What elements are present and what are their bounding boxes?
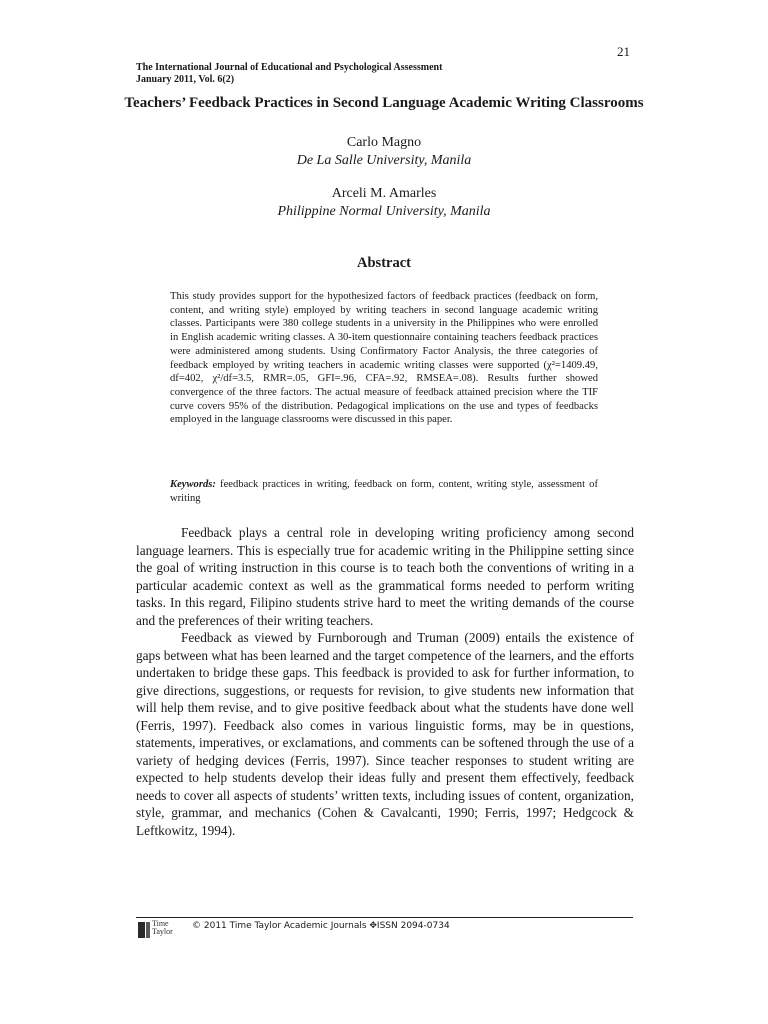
logo-bar (138, 922, 145, 938)
keywords-text: feedback practices in writing, feedback on form, content, writing style, assessment of writing (170, 479, 598, 504)
journal-header (136, 62, 442, 86)
logo-text (152, 920, 173, 936)
publisher-logo (138, 920, 186, 938)
body-paragraph: Feedback plays a central role in developing writing proficiency among second language learners. This is especially true for academic writing in the Philippine setting since the goal of writing instruction in this course is to teach both the conventions of writing in a particular academic context as well as the grammatical forms needed to perform writing tasks. In this regard, Filipino students strive hard to meet the writing demands of the course and the preferences of their writing teachers. (136, 525, 634, 628)
author-affiliation: De La Salle University, Manila (296, 153, 472, 168)
keywords (170, 478, 598, 506)
journal-name: The International Journal of Educational and Psychological Assessment (136, 62, 443, 73)
author-name: Carlo Magno (346, 135, 422, 150)
body-text (136, 524, 634, 839)
author-block-1 (0, 134, 768, 170)
author-name: Arceli M. Amarles (331, 186, 437, 201)
page-number: 21 (617, 44, 630, 59)
logo-text-line2: Taylor (152, 927, 173, 936)
abstract-text: This study provides support for the hypothesized factors of feedback practices (feedback on form, content, and writing style) employed by writing teachers in second language academic writing classes. Participants were 380 college students in a university in the Philippines who were enrolled in English academic writing classes. A 30-item questionnaire containing teachers feedback practices were administered among students. Using Confirmatory Factor Analysis, the three categories of feedback employed by writing teachers in academic writing classes were supported (χ²=1409.49, df=402, χ²/df=3.5, RMR=.05, GFI=.96, CFA=.92, RMSEA=.08). Results further showed convergence of the three factors. The actual measure of feedback attained precision where the TIF curve covers 95% of the distribution. Pedagogical implications on the use and types of feedbacks employed in the language classrooms were discussed in this paper. (170, 291, 598, 426)
body-paragraph: Feedback as viewed by Furnborough and Truman (2009) entails the existence of gaps between what has been learned and the target competence of the learners, and the efforts undertaken to bridge these gaps. This feedback is provided to ask for further information, to give directions, suggestions, or requests for revision, to give students new information that will help them revise, and to give positive feedback about what the students have done well (Ferris, 1997). Feedback also comes in various linguistic forms, may be in questions, statements, imperatives, or exclamations, and comments can be softened through the use of a variety of hedging devices (Ferris, 1997). Since teacher responses to student writing are expected to help students develop their ideas fully and present them effectively, feedback needs to cover all aspects of students’ written texts, including issues of content, organization, style, grammar, and mechanics (Cohen & Cavalcanti, 1990; Ferris, 1997; Hedgcock & Leftkowitz, 1994). (136, 630, 634, 838)
abstract-heading: Abstract (357, 255, 411, 271)
journal-issue: January 2011, Vol. 6(2) (136, 74, 235, 85)
author-block-2 (0, 185, 768, 221)
paper-title: Teachers’ Feedback Practices in Second Language Academic Writing Classrooms (124, 95, 644, 111)
footer-copyright: © 2011 Time Taylor Academic Journals ✥ISSN 2094-0734 (192, 921, 450, 931)
logo-bar-secondary (146, 922, 150, 938)
keywords-label: Keywords: (170, 479, 216, 490)
footer-rule (136, 917, 633, 918)
logo-text-line1: Time (152, 919, 169, 928)
author-affiliation: Philippine Normal University, Manila (277, 204, 491, 219)
